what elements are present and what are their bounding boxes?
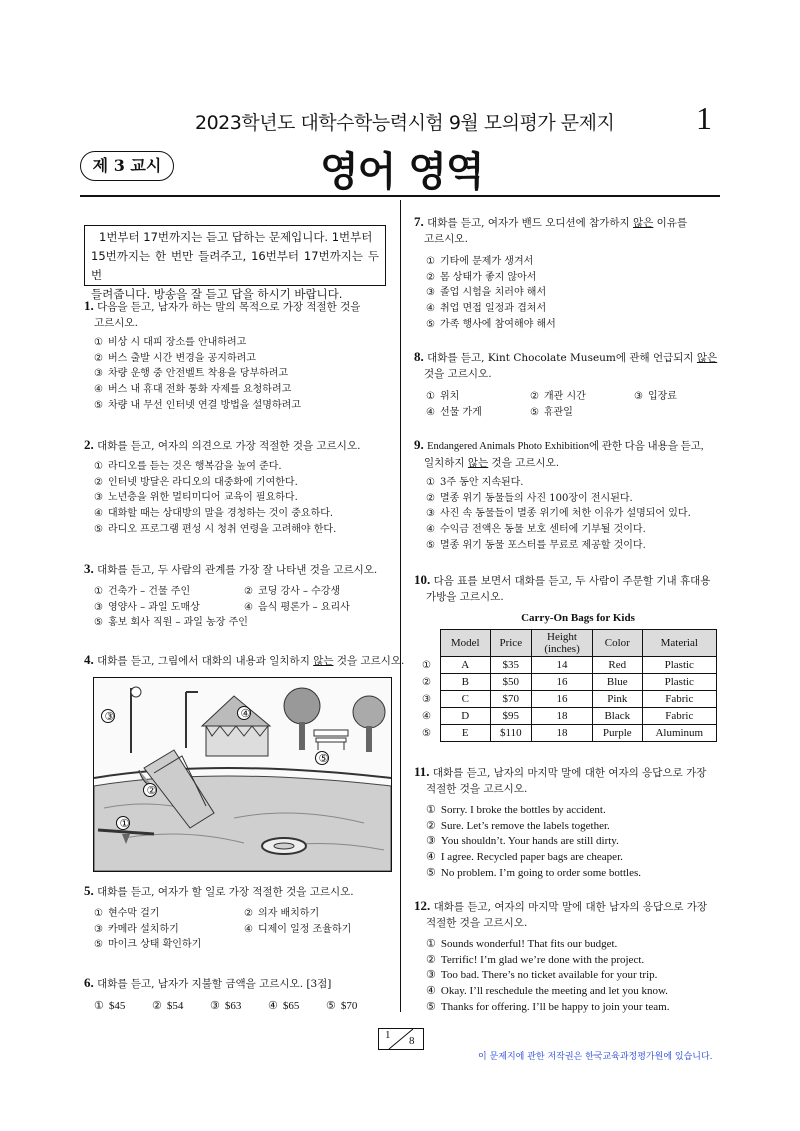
exam-title: 2023학년도 대학수학능력시험 9월 모의평가 문제지 (195, 112, 615, 134)
q4-illustration (93, 677, 392, 872)
answer-option[interactable]: ① 위치 (426, 391, 460, 402)
answer-option[interactable]: ⑤ 차량 내 무선 인터넷 연결 방법을 설명하려고 (94, 399, 301, 411)
question-stem: 다음 표를 보면서 대화를 듣고, 두 사람이 주문할 기내 휴대용 (433, 575, 711, 587)
question-12: 12. 대화를 듣고, 여자의 마지막 말에 대한 남자의 응답으로 가장 적절한 것을 고르시오. (414, 898, 708, 929)
answer-option[interactable]: ③ 졸업 시험을 치러야 해서 (426, 287, 547, 299)
q8-options (426, 389, 726, 420)
question-stem: 대화를 듣고, 그림에서 대화의 내용과 일치하지 (97, 655, 314, 667)
question-number: 11. (414, 764, 430, 779)
answer-option[interactable]: ③ You shouldn’t. Your hands are still dirty. (426, 835, 619, 848)
question-2 (84, 437, 394, 454)
answer-option[interactable]: ② $54 (152, 1000, 184, 1012)
answer-option[interactable]: ③ 카메라 설치하기 (94, 923, 179, 935)
answer-option[interactable]: ⑤ No problem. I’m going to order some bottles. (426, 866, 641, 879)
answer-option[interactable]: ④ 선물 가게 (426, 406, 482, 418)
q6-options (94, 999, 394, 1015)
column-header: Model (441, 630, 491, 657)
question-stem: 고르시오. (94, 317, 138, 329)
answer-option[interactable]: ④ (422, 711, 431, 722)
answer-option[interactable]: ③ 사진 속 동물들이 멸종 위기에 처한 이유가 설명되어 있다. (426, 508, 691, 520)
answer-option[interactable]: ⑤ Thanks for offering. I’ll be happy to join your team. (426, 1000, 670, 1013)
copyright-notice: 이 문제지에 관한 저작권은 한국교육과정평가원에 있습니다. (478, 1052, 713, 1062)
q12-options (426, 937, 669, 1016)
answer-option[interactable]: ② 멸종 위기 동물들의 사진 100장이 전시된다. (426, 492, 633, 504)
column-header: Color (593, 630, 643, 657)
page-number: 1 (696, 100, 712, 136)
answer-option[interactable]: ⑤ (422, 728, 431, 739)
q3-options (94, 584, 394, 631)
notice-line: 15번까지는 한 번만 들려주고, 16번부터 17번까지는 두 번 (91, 249, 379, 282)
answer-option[interactable]: ④ 대화할 때는 상대방의 말을 경청하는 것이 중요하다. (94, 508, 334, 520)
table-row: D $95 18 Black Fabric (441, 708, 717, 725)
answer-option[interactable]: ⑤ 홍보 회사 직원 – 과일 농장 주인 (94, 617, 248, 629)
notice-box (84, 225, 386, 301)
question-4: 4. 대화를 듣고, 그림에서 대화의 내용과 일치하지 않는 것을 고르시오. (84, 652, 405, 667)
answer-option[interactable]: ① 라디오를 듣는 것은 행복감을 높여 준다. (94, 461, 282, 472)
answer-option[interactable]: ① (422, 660, 431, 671)
answer-option[interactable]: ⑤ 멸종 위기 동물 포스터를 무료로 제공할 것이다. (426, 539, 646, 551)
question-number: 10. (414, 572, 431, 587)
picture-label-1: ① (119, 817, 130, 830)
answer-option[interactable]: ① 현수막 걸기 (94, 908, 160, 919)
answer-option[interactable]: ③ (422, 694, 431, 705)
question-7: 7. 대화를 듣고, 여자가 밴드 오디션에 참가하지 않은 이유를 고르시오. (414, 214, 688, 245)
answer-option[interactable]: ③ 차량 운행 중 안전벨트 착용을 당부하려고 (94, 368, 289, 380)
answer-option[interactable]: ⑤ 가족 행사에 참여해야 해서 (426, 318, 556, 330)
bags-table (440, 629, 717, 742)
answer-option[interactable]: ④ 취업 면접 일정과 겹쳐서 (426, 303, 547, 315)
q7-options (426, 254, 556, 333)
table-row: C $70 16 Pink Fabric (441, 691, 717, 708)
question-number: 7. (414, 214, 424, 229)
answer-option[interactable]: ③ 영양사 – 과일 도매상 (94, 601, 200, 613)
picture-label-5: ⑤ (318, 752, 329, 765)
answer-option[interactable]: ① $45 (94, 1000, 126, 1012)
question-stem: 대화를 듣고, 남자가 지불할 금액을 고르시오. [3점] (97, 978, 332, 990)
q9-options (426, 475, 691, 554)
notice-line: 1번부터 17번까지는 듣고 답하는 문제입니다. 1번부터 (99, 230, 373, 244)
answer-option[interactable]: ① 건축가 – 건물 주인 (94, 586, 191, 597)
question-stem: 대화를 듣고, Kint Chocolate Museum에 관해 언급되지 (427, 352, 697, 364)
answer-option[interactable]: ① 비상 시 대피 장소를 안내하려고 (94, 337, 247, 348)
column-divider (400, 200, 401, 1012)
question-number: 6. (84, 975, 94, 990)
header-rule (80, 195, 720, 197)
answer-option[interactable]: ⑤ 마이크 상태 확인하기 (94, 939, 202, 951)
answer-option[interactable]: ② (422, 677, 431, 688)
answer-option[interactable]: ② 인터넷 방달은 라디오의 대중화에 기여한다. (94, 476, 298, 488)
page-indicator (378, 1028, 424, 1050)
answer-option[interactable]: ② 버스 출발 시간 변경을 공지하려고 (94, 352, 256, 364)
subject-title: 영어 영역 (320, 149, 484, 195)
answer-option[interactable]: ③ 노년층을 위한 멀티미디어 교육이 필요하다. (94, 492, 298, 504)
answer-option[interactable]: ② 코딩 강사 – 수강생 (244, 586, 341, 597)
question-stem: 대화를 듣고, 여자의 마지막 말에 대한 남자의 응답으로 가장 (433, 901, 708, 913)
question-number: 12. (414, 898, 431, 913)
question-6 (84, 975, 394, 992)
answer-option[interactable]: ④ $65 (268, 1000, 300, 1012)
column-header: Height (inches) (532, 630, 593, 657)
answer-option[interactable]: ④ 수익금 전액은 동물 보호 센터에 기부될 것이다. (426, 524, 646, 536)
column-header: Price (490, 630, 532, 657)
question-8: 8. 대화를 듣고, Kint Chocolate Museum에 관해 언급되지 않은 것을 고르시오. (414, 349, 718, 380)
table-row-marks (422, 657, 438, 742)
table-row: E $110 18 Purple Aluminum (441, 725, 717, 742)
picture-label-3: ③ (104, 710, 115, 723)
question-stem: 대화를 듣고, 두 사람의 관계를 가장 잘 나타낸 것을 고르시오. (97, 564, 378, 576)
swim-ring (262, 838, 306, 854)
table-row: A $35 14 Red Plastic (441, 657, 717, 674)
answer-option[interactable]: ③ $63 (210, 1000, 242, 1012)
answer-option[interactable]: ④ 버스 내 휴대 전화 통화 자제를 요청하려고 (94, 384, 292, 396)
column-header: Material (642, 630, 716, 657)
table-row: B $50 16 Blue Plastic (441, 674, 717, 691)
emphasis-underline: 않는 (313, 655, 334, 667)
pager-total: 8 (409, 1035, 415, 1047)
answer-option[interactable]: ① 3주 동안 지속된다. (426, 477, 524, 488)
question-11: 11. 대화를 듣고, 남자의 마지막 말에 대한 여자의 응답으로 가장 적절한 것을 고르시오. (414, 764, 707, 795)
question-stem: 대화를 듣고, 여자가 할 일로 가장 적절한 것을 고르시오. (97, 886, 354, 898)
question-10: 10. 다음 표를 보면서 대화를 듣고, 두 사람이 주문할 기내 휴대용 가방을 고르시오. (414, 572, 711, 603)
q2-options (94, 459, 336, 538)
question-number: 8. (414, 349, 424, 364)
answer-option[interactable]: ① Sorry. I broke the bottles by accident. (426, 804, 606, 816)
answer-option[interactable]: ① Sounds wonderful! That fits our budget. (426, 938, 618, 950)
answer-option[interactable]: ② Terrific! I’m glad we’re done with the project. (426, 953, 645, 966)
question-number: 4. (84, 652, 94, 667)
answer-option[interactable]: ② 의자 배치하기 (244, 908, 320, 919)
pager-current: 1 (385, 1029, 391, 1041)
question-5 (84, 883, 394, 900)
picture-label-4: ④ (240, 707, 251, 720)
question-stem: 대화를 듣고, 남자의 마지막 말에 대한 여자의 응답으로 가장 (432, 767, 707, 779)
question-1 (84, 298, 389, 331)
question-number: 3. (84, 561, 94, 576)
question-number: 1. (84, 298, 94, 313)
answer-option[interactable]: ② 몸 상태가 좋지 않아서 (426, 271, 537, 283)
answer-option[interactable]: ④ 음식 평론가 – 요리사 (244, 601, 350, 613)
q11-options (426, 803, 641, 882)
picture-label-2: ② (146, 784, 157, 797)
answer-option[interactable]: ④ I agree. Recycled paper bags are cheaper. (426, 851, 623, 864)
answer-option[interactable]: ② Sure. Let’s remove the labels together. (426, 819, 610, 832)
emphasis-underline: 않는 (467, 457, 489, 469)
answer-option[interactable]: ① 기타에 문제가 생겨서 (426, 256, 534, 267)
emphasis-underline: 않은 (696, 352, 718, 364)
answer-option[interactable]: ② 개관 시간 (530, 391, 586, 402)
question-stem: 다음을 듣고, 남자가 하는 말의 목적으로 가장 적절한 것을 (97, 301, 361, 313)
question-number: 2. (84, 437, 94, 452)
answer-option[interactable]: ⑤ $70 (326, 1000, 358, 1012)
question-stem: 대화를 듣고, 여자의 의견으로 가장 적절한 것을 고르시오. (97, 440, 361, 452)
question-9: 9. Endangered Animals Photo Exhibition에 관한 다음 내용을 듣고, 일치하지 않는 것을 고르시오. (414, 437, 704, 469)
answer-option[interactable]: ③ 입장료 (634, 391, 677, 402)
question-number: 5. (84, 883, 94, 898)
question-stem: 대화를 듣고, 여자가 밴드 오디션에 참가하지 (427, 217, 634, 229)
emphasis-underline: 않은 (633, 217, 654, 229)
question-number: 9. (414, 437, 424, 452)
q5-options (94, 906, 394, 953)
table-title: Carry-On Bags for Kids (521, 612, 635, 624)
answer-option[interactable]: ③ Too bad. There’s no ticket available for your trip. (426, 969, 658, 982)
table-header-row (441, 630, 717, 657)
answer-option[interactable]: ④ Okay. I’ll reschedule the meeting and let you know. (426, 985, 668, 998)
answer-option[interactable]: ⑤ 라디오 프로그램 편성 시 청취 연령을 고려해야 한다. (94, 523, 337, 535)
q1-options (94, 335, 301, 414)
notice-line: 들려줍니다. 방송을 잘 듣고 답을 하시기 바랍니다. (91, 287, 343, 301)
question-stem: Endangered Animals Photo Exhibition에 관한 다음 내용을 듣고, (427, 441, 704, 452)
playground-pool-picture (94, 678, 391, 871)
answer-option[interactable]: ④ 디제이 일정 조율하기 (244, 923, 352, 935)
session-badge: 제 3 교시 (80, 151, 174, 181)
question-3 (84, 561, 394, 578)
answer-option[interactable]: ⑤ 휴관일 (530, 406, 573, 418)
